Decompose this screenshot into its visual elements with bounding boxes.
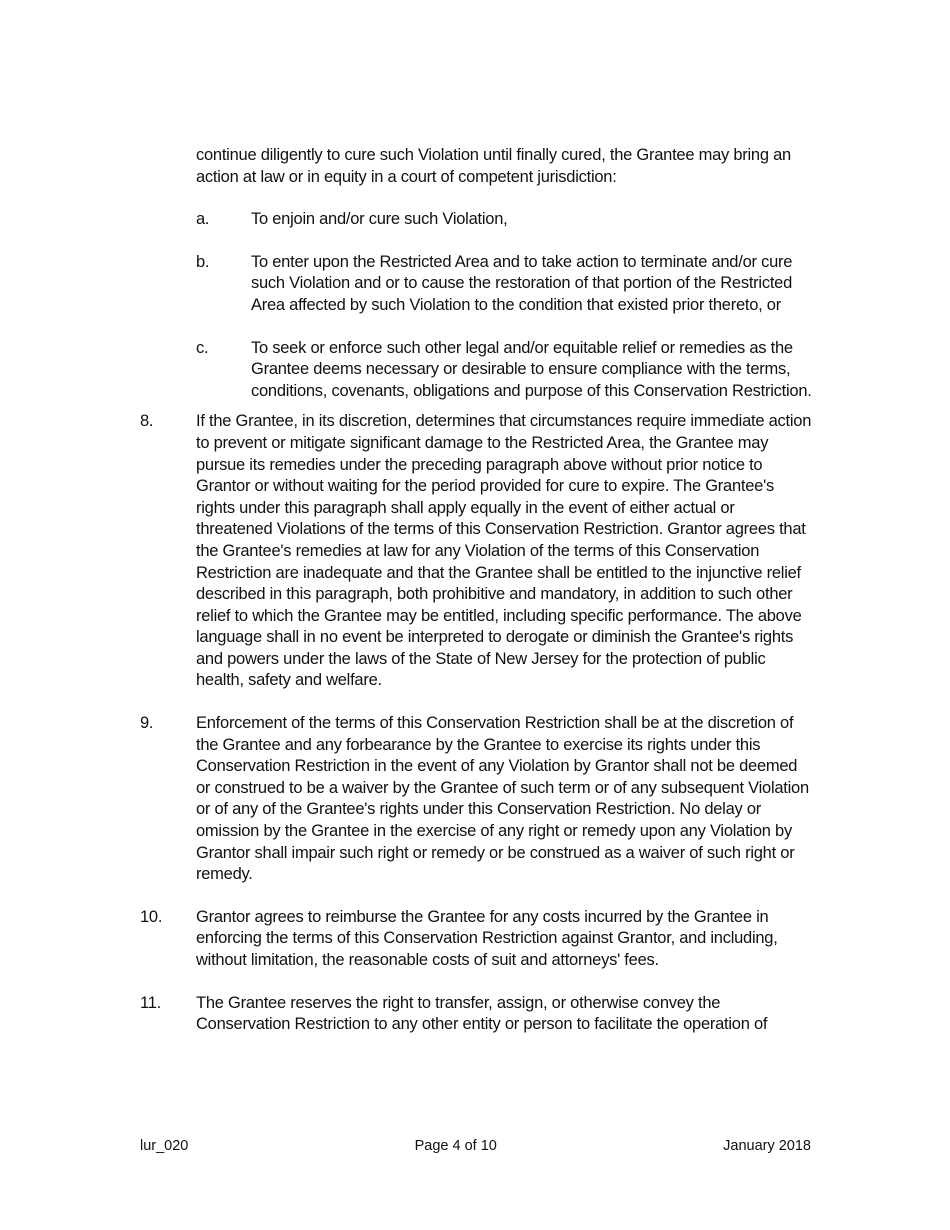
paragraph-11 bbox=[140, 993, 815, 1036]
subitem-letter: c. bbox=[196, 338, 209, 357]
footer-date: January 2018 bbox=[723, 1138, 811, 1154]
paragraph-text: Grantor agrees to reimburse the Grantee for any costs incurred by the Grantee in enforcing the terms of this Conservation Restriction against Grantor, and including, without limitation, the reasonable costs of suit and attorneys' fees. bbox=[196, 907, 778, 969]
paragraph-8 bbox=[140, 411, 815, 692]
subitem-text: To enjoin and/or cure such Violation, bbox=[251, 210, 508, 229]
subitem-a bbox=[196, 209, 815, 231]
paragraph-text: The Grantee reserves the right to transfer, assign, or otherwise convey the Conservation Restriction to any other entity or person to facilitate the operation of bbox=[196, 993, 768, 1034]
subitem-letter: a. bbox=[196, 210, 210, 229]
subitem-b bbox=[196, 252, 815, 317]
subitem-c bbox=[196, 338, 815, 403]
paragraph-number: 10. bbox=[140, 907, 163, 926]
paragraph-text: Enforcement of the terms of this Conservation Restriction shall be at the discretion of the Grantee and any forbearance by the Grantee to exercise its rights under this Conservation Restriction in the event of any Violation by Grantor shall not be deemed or construed to be a waiver by the Grantee of such term or of any subsequent Violation or of any of the Grantee's rights under this Conservation Restriction. No delay or omission by the Grantee in the exercise of any right or remedy upon any Violation by Grantor shall impair such right or remedy or be construed as a waiver of such right or remedy. bbox=[196, 714, 809, 884]
subitem-text: To seek or enforce such other legal and/or equitable relief or remedies as the Grantee deems necessary or desirable to ensure compliance with the terms, conditions, covenants, obligations and purpose of this Conservation Restriction. bbox=[251, 338, 812, 400]
paragraph-10 bbox=[140, 907, 815, 972]
document-body bbox=[140, 145, 815, 1036]
intro-paragraph: continue diligently to cure such Violation until finally cured, the Grantee may bring an action at law or in equity in a court of competent jurisdiction: bbox=[196, 146, 791, 186]
footer-page-number: Page 4 of 10 bbox=[414, 1138, 497, 1154]
paragraph-number: 8. bbox=[140, 412, 154, 431]
subitem-text: To enter upon the Restricted Area and to take action to terminate and/or cure such Violation and or to cause the restoration of that portion of the Restricted Area affected by such Violation to the condition that existed prior thereto, or bbox=[251, 252, 793, 314]
page-footer bbox=[140, 1138, 811, 1154]
paragraph-9 bbox=[140, 713, 815, 886]
paragraph-number: 9. bbox=[140, 714, 154, 733]
footer-doc-id: lur_020 bbox=[140, 1138, 189, 1154]
subitem-letter: b. bbox=[196, 252, 210, 271]
paragraph-text: If the Grantee, in its discretion, determines that circumstances require immediate action to prevent or mitigate significant damage to the Restricted Area, the Grantee may pursue its remedies under the preceding paragraph above without prior notice to Grantor or without waiting for the period provided for cure to expire. The Grantee's rights under this paragraph shall apply equally in the event of either actual or threatened Violations of the terms of this Conservation Restriction. Grantor agrees that the Grantee's remedies at law for any Violation of the terms of this Conservation Restriction are inadequate and that the Grantee shall be entitled to the injunctive relief described in this paragraph, both prohibitive and mandatory, in addition to such other relief to which the Grantee may be entitled, including specific performance. The above language shall in no event be interpreted to derogate or diminish the Grantee's rights and powers under the laws of the State of New Jersey for the protection of public health, safety and welfare. bbox=[196, 412, 812, 690]
paragraph-number: 11. bbox=[140, 993, 161, 1012]
